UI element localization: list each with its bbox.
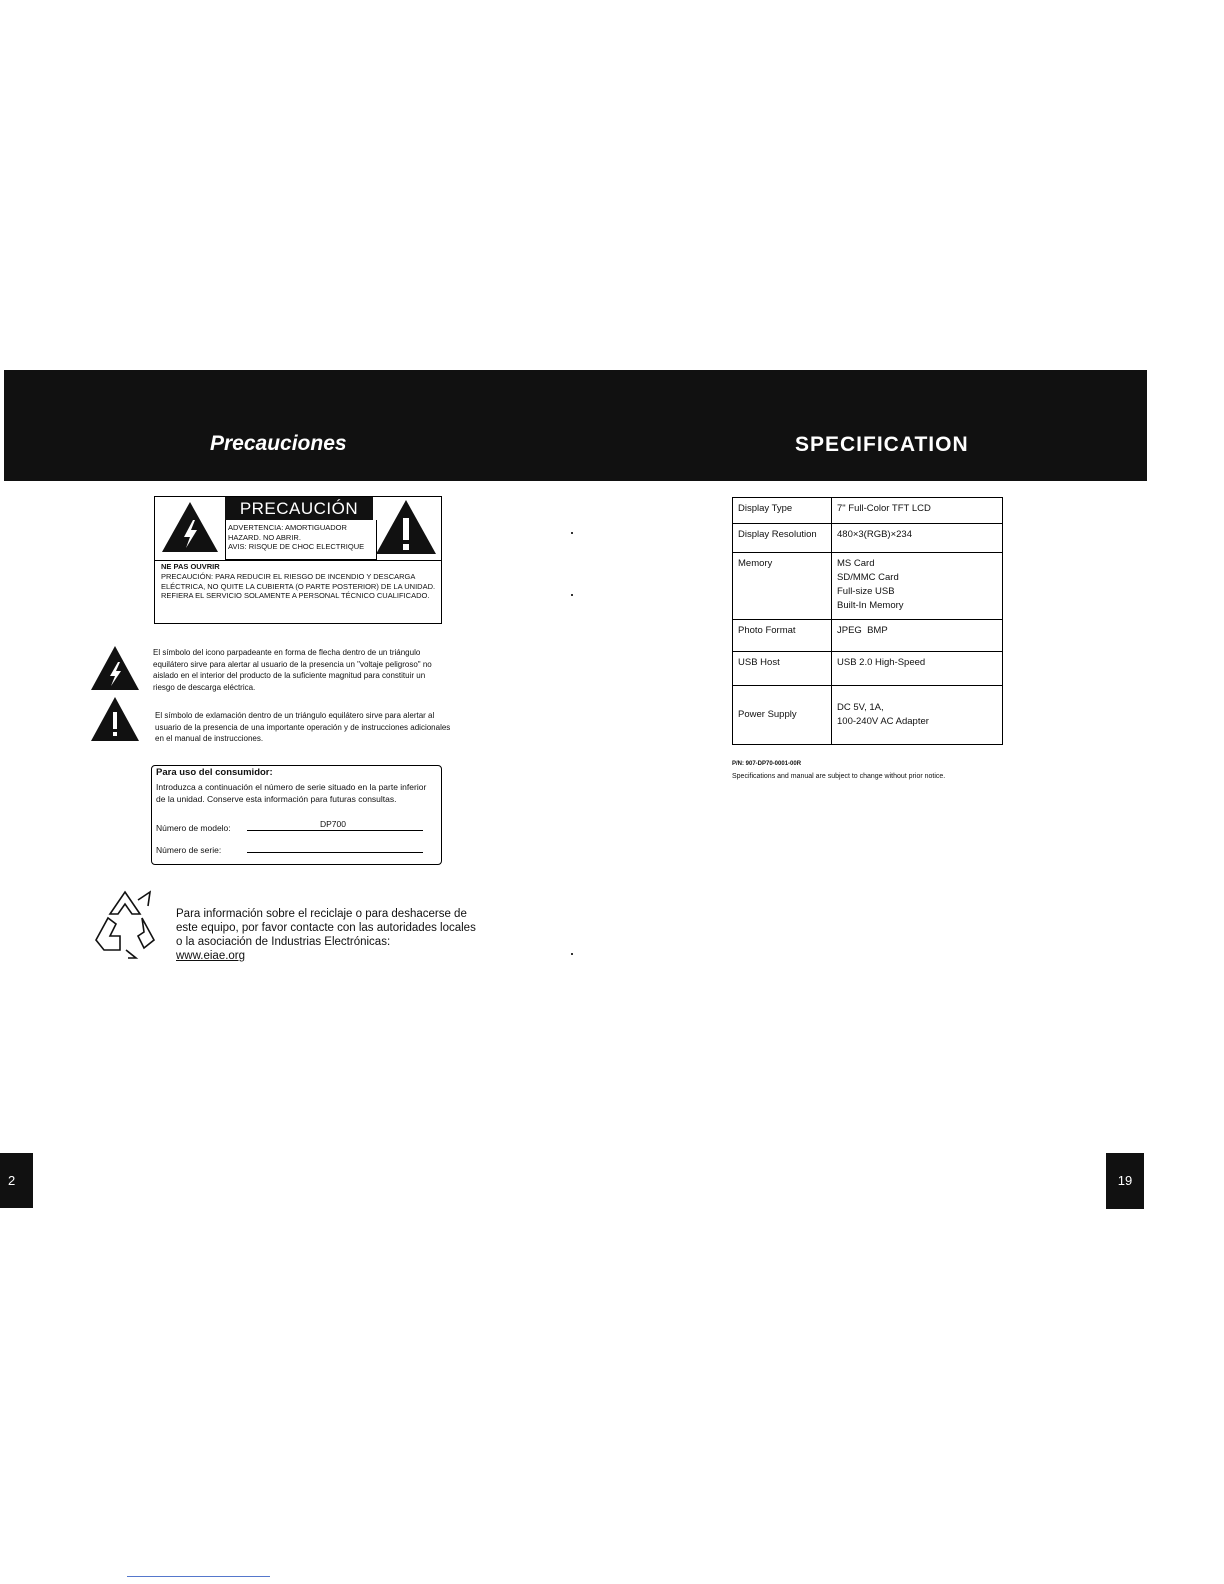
recycling-info [176,907,476,963]
exclamation-warning-icon [374,498,438,556]
lightning-symbol-icon [90,645,140,691]
serial-number-label: Número de serie: [156,845,222,855]
spec-key: Display Resolution [733,524,832,553]
scan-speck [571,532,573,534]
model-number-label: Número de modelo: [156,823,231,833]
table-row [733,524,1003,553]
specification-table [732,497,1003,745]
eiae-link[interactable]: www.eiae.org [176,950,246,962]
spec-value: JPEG BMP [832,620,1003,652]
serial-number-line [247,852,423,853]
ne-pas-ouvrir-label: NE PAS OUVRIR [161,562,220,571]
spec-key: Power Supply [733,686,832,745]
page-number-left: 2 [0,1153,33,1208]
warning-line: HAZARD. NO ABRIR. [228,532,301,542]
spec-value: USB 2.0 High-Speed [832,652,1003,686]
table-row [733,620,1003,652]
table-row [733,553,1003,620]
exclamation-symbol-icon [90,696,140,742]
table-row [733,686,1003,745]
lightning-warning-icon [160,500,220,554]
spec-value: 7" Full-Color TFT LCD [832,498,1003,524]
scan-speck [571,953,573,955]
spec-key: USB Host [733,652,832,686]
consumer-instructions: Introduzca a continuación el número de serie situado en la parte inferior de la unidad. Conserve esta información para futuras consultas. [156,782,427,804]
spec-value: DC 5V, 1A, 100-240V AC Adapter [832,686,1003,745]
spec-value: MS Card SD/MMC Card Full-size USB Built-In Memory [832,553,1003,620]
spec-key: Display Type [733,498,832,524]
recycle-icon [92,888,158,960]
spec-change-notice: Specifications and manual are subject to change without prior notice. [732,773,946,780]
section-title-specification: SPECIFICATION [795,433,969,456]
spec-key: Memory [733,553,832,620]
header-band [4,370,1147,481]
warning-line: AVIS: RISQUE DE CHOC ELECTRIQUE [228,542,365,551]
precaution-text: PRECAUCIÓN: PARA REDUCIR EL RIESGO DE INCENDIO Y DESCARGA ELÉCTRICA, NO QUITE LA CUBIERTA (O PARTE POSTERIOR) DE LA UNIDAD. REFIERA EL SERVICIO SOLAMENTE A PERSONAL TÉCNICO CUALIFICADO. [161,572,436,600]
bottom-rule [127,1576,270,1577]
caution-banner: PRECAUCIÓN [225,497,373,520]
lightning-symbol-description: El símbolo del icono parpadeante en forma de flecha dentro de un triángulo equilátero sirve para alertar al usuario de la presencia un "voltaje peligroso" no aislado en el interior del producto de la suficiente magnitud para constituir un riesgo de descarga eléctrica. [153,648,432,692]
caution-divider [154,560,442,561]
scan-speck [571,594,573,596]
table-row [733,652,1003,686]
model-number-value: DP700 [320,819,346,829]
part-number: P/N: 907-DP70-0001-00R [732,761,802,767]
consumer-heading: Para uso del consumidor: [156,767,273,778]
caution-warning-lines [228,523,364,552]
recycling-text: Para información sobre el reciclaje o para deshacerse de este equipo, por favor contacte con las autoridades locales o la asociación de Industrias Electrónicas: [176,908,476,948]
spec-value: 480×3(RGB)×234 [832,524,1003,553]
section-title-precauciones: Precauciones [210,432,347,455]
model-number-line [247,830,423,831]
table-row [733,498,1003,524]
spec-key: Photo Format [733,620,832,652]
exclamation-symbol-description: El símbolo de exlamación dentro de un triángulo equilátero sirve para alertar al usuario de la presencia de una importante operación y de instrucciones adicionales en el manual de instrucciones. [155,711,451,743]
page-number-right: 19 [1106,1153,1144,1209]
warning-line: ADVERTENCIA: AMORTIGUADOR [228,523,347,532]
